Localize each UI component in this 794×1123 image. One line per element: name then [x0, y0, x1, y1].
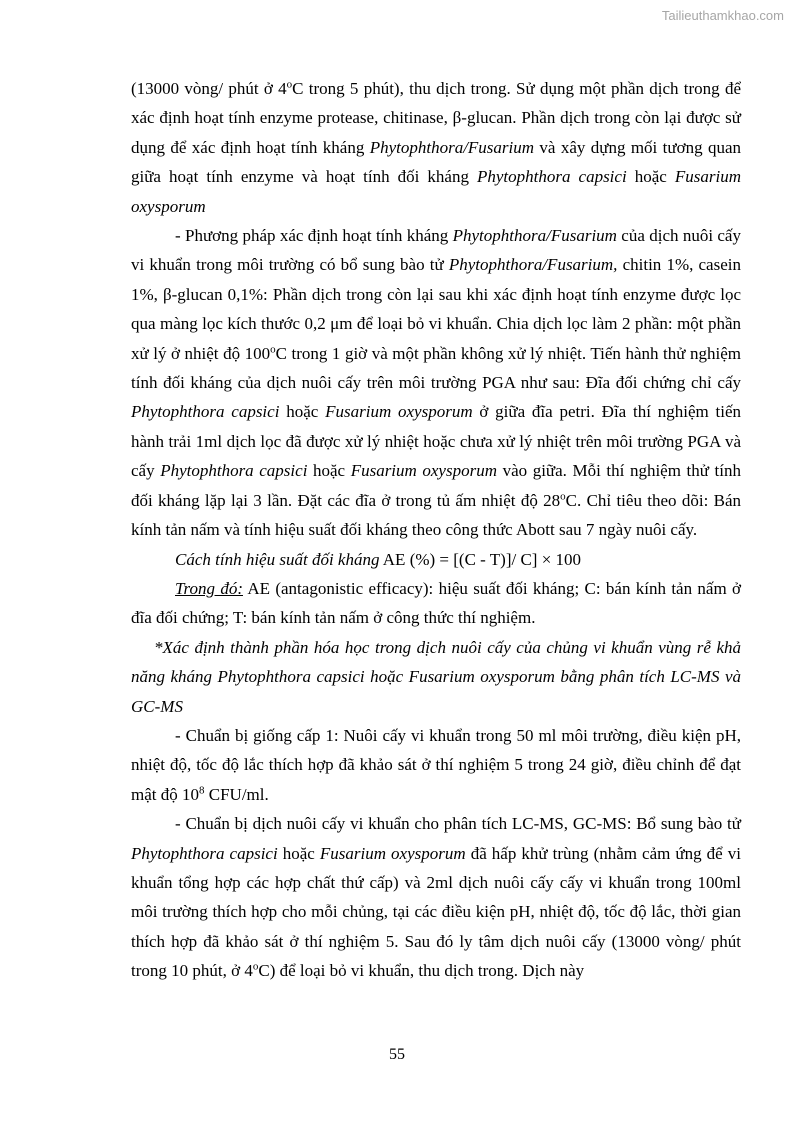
text-run: 8 [199, 784, 205, 797]
text-run: chitin 1%, casein 1%, β-glucan 0,1%: Phần dịch trong còn lại sau khi xác định hoạt tính enzyme được lọc qua màng lọc kích thước 0,2 μm để loại bỏ vi khuẩn. Chia dịch lọc làm 2 phần: một phần xử lý ở nhiệt độ 100 [131, 255, 741, 363]
text-run: Trong đó: [175, 578, 243, 598]
text-run: Phytophthora capsici [131, 843, 278, 863]
paragraph [131, 74, 741, 221]
paragraph [131, 721, 741, 809]
text-run: AE (%) = [(C - T)]/ C] × 100 [379, 549, 582, 569]
watermark: Tailieuthamkhao.com [661, 8, 784, 23]
text-run: Phytophthora capsici [131, 402, 280, 422]
paragraph [131, 545, 741, 574]
text-run: Fusarium oxysporum [131, 167, 741, 216]
text-run: hoặc [307, 461, 351, 481]
text-run: Phytophthora capsici [476, 167, 627, 187]
text-run: ở giữa đĩa petri. Đĩa thí nghiệm tiến hành trải 1ml dịch lọc đã được xử lý nhiệt hoặc chưa xử lý nhiệt trên môi trường PGA và cấy [131, 402, 741, 481]
text-run: C. Chỉ tiêu theo dõi: Bán kính tản nấm và tính hiệu suất đối kháng theo công thức Abott sau 7 ngày nuôi cấy. [131, 490, 741, 540]
text-run: và xây dựng mối tương quan giữa hoạt tính enzyme và hoạt tính đối kháng [131, 137, 741, 187]
text-body [131, 74, 741, 986]
text-run: Phytophthora/Fusarium [369, 137, 535, 157]
text-run: Cách tính hiệu suất đối kháng [175, 549, 380, 569]
text-run: o [286, 78, 293, 91]
text-run: Fusarium oxysporum [350, 461, 497, 481]
text-run: o [560, 490, 566, 503]
text-run: *Xác định thành phần hóa học trong dịch nuôi cấy của chủng vi khuẩn vùng rễ khả năng kháng Phytophthora capsici hoặc Fusarium oxysporum bằng phân tích LC-MS và GC-MS [131, 637, 741, 716]
text-run: - Chuẩn bị dịch nuôi cấy vi khuẩn cho phân tích LC-MS, GC-MS: Bổ sung bào tử [175, 814, 741, 834]
paragraph [131, 574, 741, 633]
text-run: đã hấp khử trùng (nhằm cảm ứng để vi khuẩn tổng hợp các hợp chất thứ cấp) và 2ml dịch nuôi cấy cấy vi khuẩn trong 100ml môi trường thích hợp cho mỗi chủng, tại các điều kiện pH, nhiệt độ, tốc độ lắc, thời gian thích hợp đã khảo sát ở thí nghiệm 5. Sau đó ly tâm dịch nuôi cấy (13000 vòng/ phút trong 10 phút, ở 4 [131, 843, 741, 981]
text-run: C trong 1 giờ và một phần không xử lý nhiệt. Tiến hành thử nghiệm tính đối kháng của dịch nuôi cấy trên môi trường PGA như sau: Đĩa đối chứng chỉ cấy [131, 343, 742, 393]
paragraph [131, 633, 741, 721]
text-run: Phytophthora/Fusarium, [448, 255, 618, 275]
paragraph [131, 809, 741, 985]
text-run: vào giữa. Mỗi thí nghiệm thử tính đối kháng lặp lại 3 lần. Đặt các đĩa ở trong tủ ấm nhiệt độ 28 [131, 461, 741, 510]
text-run: Fusarium oxysporum [319, 843, 466, 863]
text-run: C trong 5 phút), thu dịch trong. Sử dụng một phần dịch trong để xác định hoạt tính enzyme protease, chitinase, β-glucan. Phần dịch trong còn lại được sử dụng để xác định hoạt tính kháng [131, 79, 741, 157]
paragraph [131, 221, 741, 544]
text-run: Fusarium oxysporum [325, 402, 473, 422]
text-run: hoặc [277, 843, 320, 863]
page-number: 55 [389, 1046, 405, 1063]
text-run: Phytophthora/Fusarium [452, 226, 617, 246]
text-run: C) để loại bỏ vi khuẩn, thu dịch trong. Dịch này [258, 961, 585, 981]
text-run: hoặc [626, 167, 675, 187]
text-run: o [252, 960, 259, 973]
text-run: hoặc [279, 402, 326, 422]
text-run: Phytophthora capsici [160, 461, 308, 481]
text-run: - Phương pháp xác định hoạt tính kháng [175, 226, 453, 246]
text-run: CFU/ml. [204, 784, 269, 804]
text-run: của dịch nuôi cấy vi khuẩn trong môi trường có bổ sung bào tử [131, 226, 741, 275]
text-run: (13000 vòng/ phút ở 4 [131, 79, 287, 98]
text-run: - Chuẩn bị giống cấp 1: Nuôi cấy vi khuẩn trong 50 ml môi trường, điều kiện pH, nhiệt độ, tốc độ lắc thích hợp đã khảo sát ở thí nghiệm 5 trong 24 giờ, điều chỉnh để đạt mật độ 10 [131, 725, 741, 804]
text-run: AE (antagonistic efficacy): hiệu suất đối kháng; C: bán kính tản nấm ở đĩa đối chứng; T: bán kính tản nấm ở công thức thí nghiệm. [131, 578, 741, 628]
text-run: o [270, 343, 276, 355]
